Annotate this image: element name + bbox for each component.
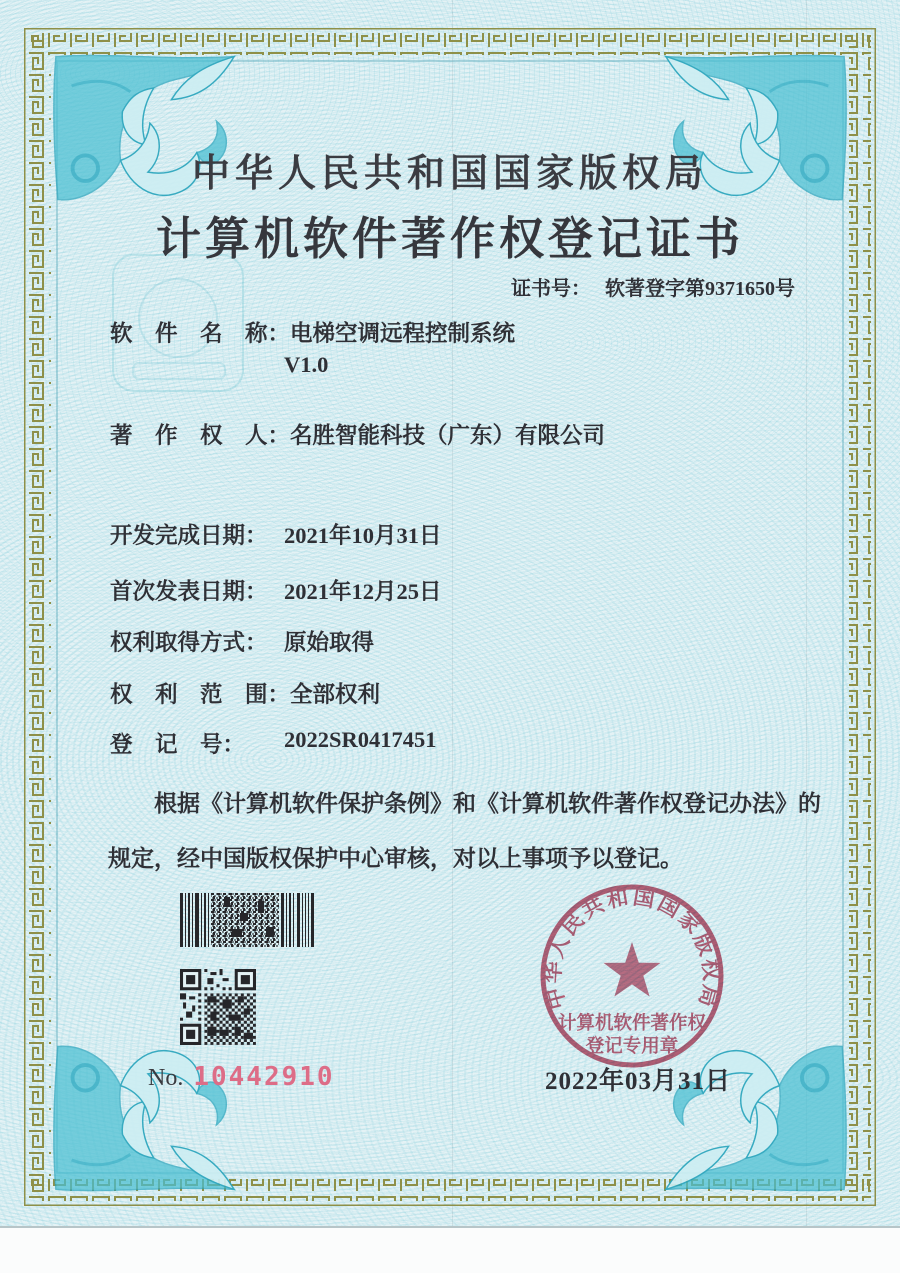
issuing-authority-title: 中华人民共和国国家版权局 (191, 153, 708, 195)
seal-ring-text: 中华人民共和国国家版权局 (540, 884, 724, 1012)
certificate-number-label: 证书号： (511, 278, 591, 300)
field-label: 登 记 号： (110, 732, 246, 757)
certificate-number-value: 软著登字第9371650号 (605, 278, 795, 300)
field-value: 2021年12月25日 (284, 579, 442, 604)
field-completion-date (110, 518, 442, 550)
certificate-title: 计算机软件著作权登记证书 (155, 214, 744, 264)
field-label: 著 作 权 人： (110, 423, 291, 448)
field-value: 原始取得 (284, 630, 375, 655)
field-acquisition-method (110, 625, 374, 657)
corner-flourish-icon (52, 1036, 238, 1194)
field-software-name (110, 316, 515, 348)
qr-code (180, 969, 256, 1045)
issue-date: 2022年03月31日 (545, 1068, 732, 1095)
serial-number-value: 10442910 (193, 1062, 335, 1092)
serial-number-label: No. (148, 1065, 184, 1091)
field-copyright-owner (110, 418, 605, 450)
field-registration-number (110, 727, 437, 759)
seal-line2: 登记专用章 (585, 1037, 679, 1057)
field-label: 软 件 名 称： (110, 321, 291, 346)
software-version: V1.0 (284, 352, 329, 377)
official-seal (532, 876, 732, 1076)
field-value: 名胜智能科技（广东）有限公司 (290, 423, 606, 448)
field-rights-scope (110, 677, 380, 709)
field-label: 首次发表日期： (110, 579, 268, 604)
barcode (180, 893, 314, 947)
field-value: 2022SR0417451 (284, 727, 437, 752)
registration-statement: 根据《计算机软件保护条例》和《计算机软件著作权登记办法》的规定，经中国版权保护中心审核，对以上事项予以登记。 (108, 791, 821, 872)
certificate-number-line (511, 272, 795, 301)
star-icon (604, 942, 661, 997)
seal-line1: 计算机软件著作权 (557, 1014, 707, 1034)
field-first-publication-date (110, 574, 442, 606)
field-label: 开发完成日期： (110, 523, 268, 548)
watermark-bar (132, 362, 226, 380)
field-label: 权利取得方式： (110, 630, 268, 655)
serial-number-line (148, 1062, 335, 1092)
field-value: 全部权利 (290, 682, 381, 707)
field-value: 电梯空调远程控制系统 (290, 321, 516, 346)
field-value: 2021年10月31日 (284, 523, 442, 548)
field-label: 权 利 范 围： (110, 682, 291, 707)
